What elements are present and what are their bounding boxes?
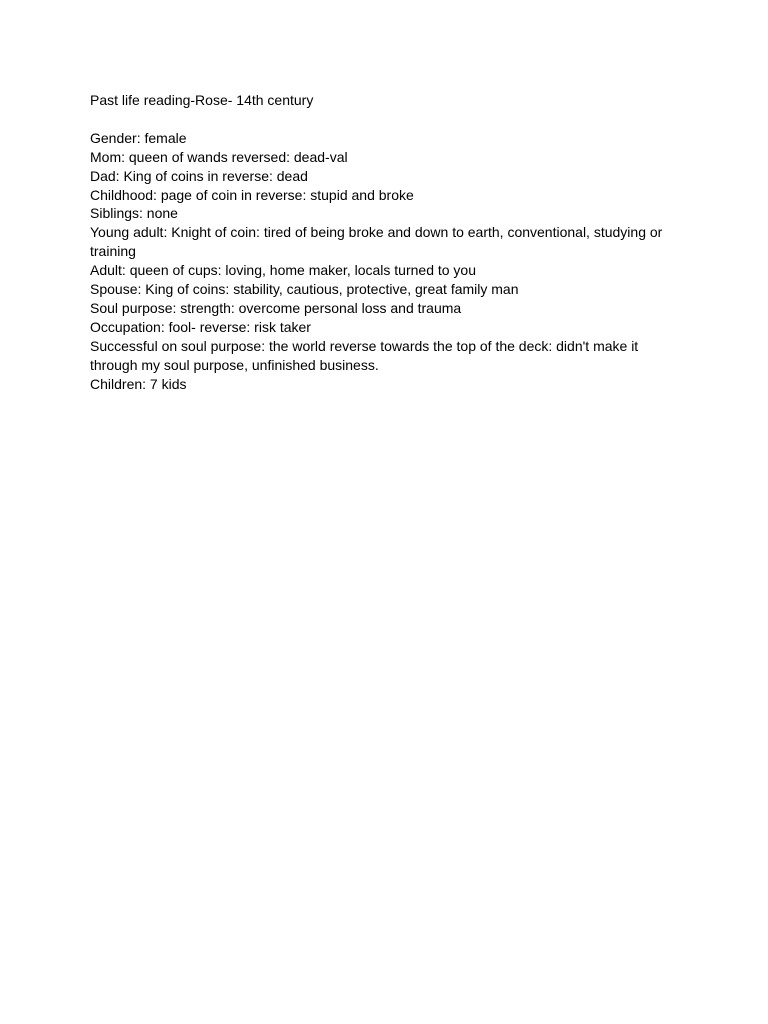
- soul-purpose-line: Soul purpose: strength: overcome personal loss and trauma: [90, 299, 462, 316]
- siblings-line: Siblings: none: [90, 205, 178, 222]
- mom-line: Mom: queen of wands reversed: dead-val: [90, 148, 348, 165]
- adult-line: Adult: queen of cups: loving, home maker, locals turned to you: [90, 262, 477, 279]
- successful-soul-purpose-line: Successful on soul purpose: the world reverse towards the top of the deck: didn't make it through my soul purpose, unfinished business.: [90, 337, 639, 373]
- document-page: [90, 91, 680, 393]
- dad-line: Dad: King of coins in reverse: dead: [90, 167, 308, 184]
- gender-line: Gender: female: [90, 129, 187, 146]
- childhood-line: Childhood: page of coin in reverse: stupid and broke: [90, 186, 414, 203]
- children-line: Children: 7 kids: [90, 375, 187, 392]
- spouse-line: Spouse: King of coins: stability, cautious, protective, great family man: [90, 281, 519, 298]
- young-adult-line: Young adult: Knight of coin: tired of being broke and down to earth, conventional, studying or training: [90, 224, 663, 260]
- document-title: Past life reading-Rose- 14th century: [90, 92, 314, 108]
- occupation-line: Occupation: fool- reverse: risk taker: [90, 318, 311, 335]
